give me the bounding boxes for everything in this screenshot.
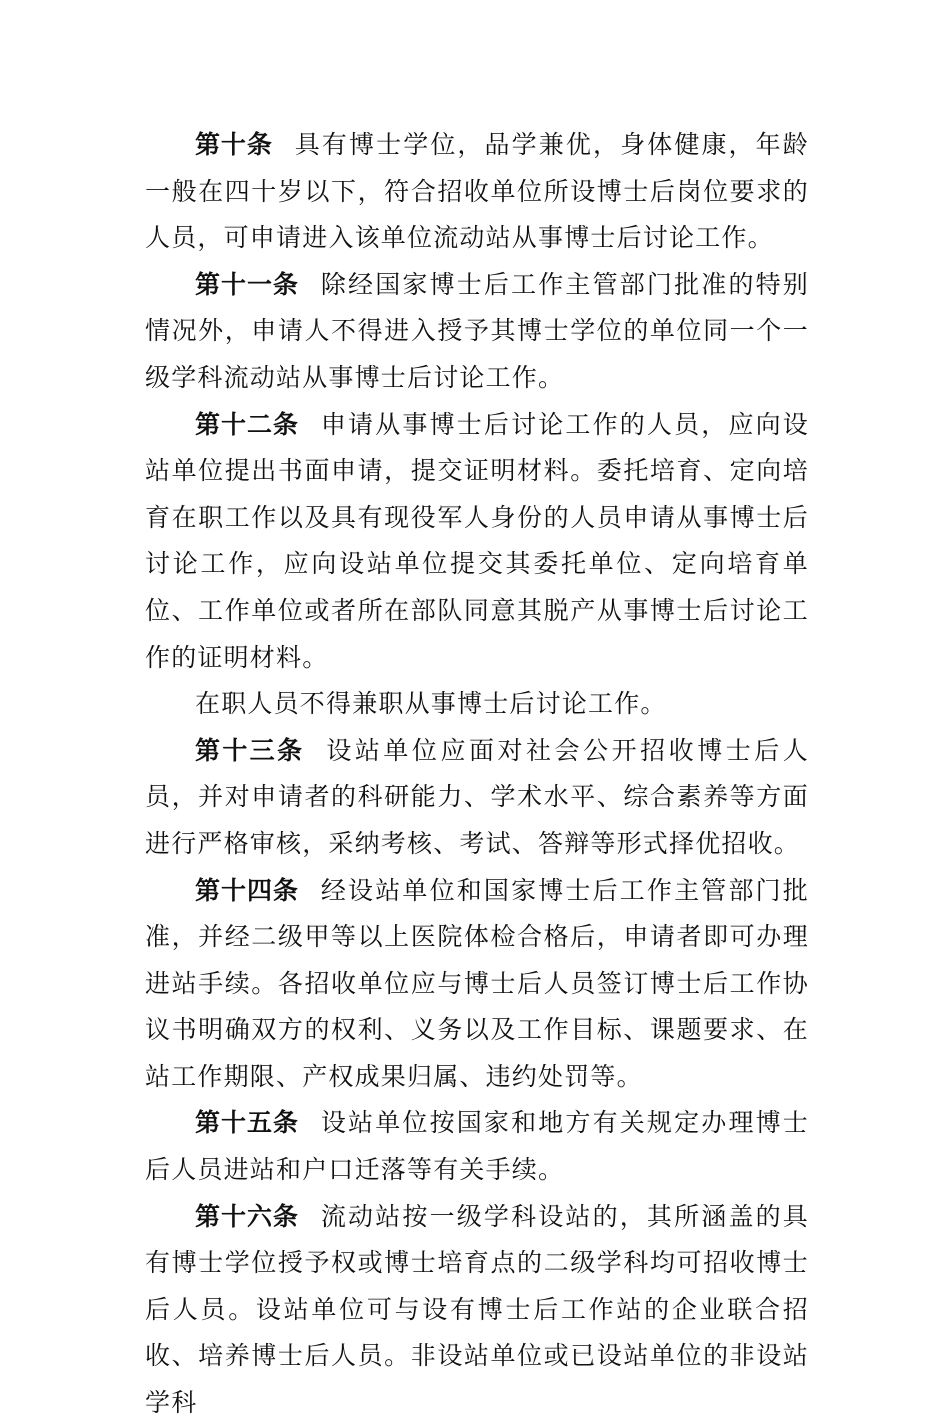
article-text: 除经国家博士后工作主管部门批准的特别情况外，申请人不得进入授予其博士学位的单位同一个一级学科流动站从事博士后讨论工作。 bbox=[145, 269, 809, 392]
article-text: 设站单位按国家和地方有关规定办理博士后人员进站和户口迁落等有关手续。 bbox=[145, 1108, 809, 1185]
article-12-supplement bbox=[145, 681, 809, 728]
article-label: 第十三条 bbox=[195, 735, 305, 765]
article-11 bbox=[145, 262, 809, 402]
article-label: 第十二条 bbox=[195, 409, 299, 439]
article-14 bbox=[145, 868, 809, 1101]
article-10 bbox=[145, 122, 809, 262]
article-label: 第十五条 bbox=[195, 1108, 299, 1138]
document-body bbox=[145, 122, 809, 1427]
article-label: 第十六条 bbox=[195, 1201, 299, 1231]
article-text: 流动站按一级学科设站的，其所涵盖的具有博士学位授予权或博士培育点的二级学科均可招收博士后人员。设站单位可与设有博士后工作站的企业联合招收、培养博士后人员。非设站单位或已设站单位的非设站学科 bbox=[145, 1201, 809, 1418]
article-12 bbox=[145, 402, 809, 682]
article-15 bbox=[145, 1100, 809, 1193]
article-label: 第十四条 bbox=[195, 875, 299, 905]
article-text: 设站单位应面对社会公开招收博士后人员，并对申请者的科研能力、学术水平、综合素养等方面进行严格审核，采纳考核、考试、答辩等形式择优招收。 bbox=[145, 735, 809, 858]
article-text: 经设站单位和国家博士后工作主管部门批准，并经二级甲等以上医院体检合格后，申请者即可办理进站手续。各招收单位应与博士后人员签订博士后工作协议书明确双方的权利、义务以及工作目标、课题要求、在站工作期限、产权成果归属、违约处罚等。 bbox=[145, 875, 809, 1091]
article-13 bbox=[145, 728, 809, 868]
article-label: 第十一条 bbox=[195, 269, 299, 299]
article-16 bbox=[145, 1194, 809, 1427]
article-label: 第十条 bbox=[195, 130, 273, 159]
article-text: 申请从事博士后讨论工作的人员，应向设站单位提出书面申请，提交证明材料。委托培育、定向培育在职工作以及具有现役军人身份的人员申请从事博士后讨论工作，应向设站单位提交其委托单位、定向培育单位、工作单位或者所在部队同意其脱产从事博士后讨论工作的证明材料。 bbox=[145, 409, 809, 672]
article-text: 在职人员不得兼职从事博士后讨论工作。 bbox=[195, 689, 667, 719]
article-text: 具有博士学位，品学兼优，身体健康，年龄一般在四十岁以下，符合招收单位所设博士后岗位要求的人员，可申请进入该单位流动站从事博士后讨论工作。 bbox=[145, 130, 809, 253]
